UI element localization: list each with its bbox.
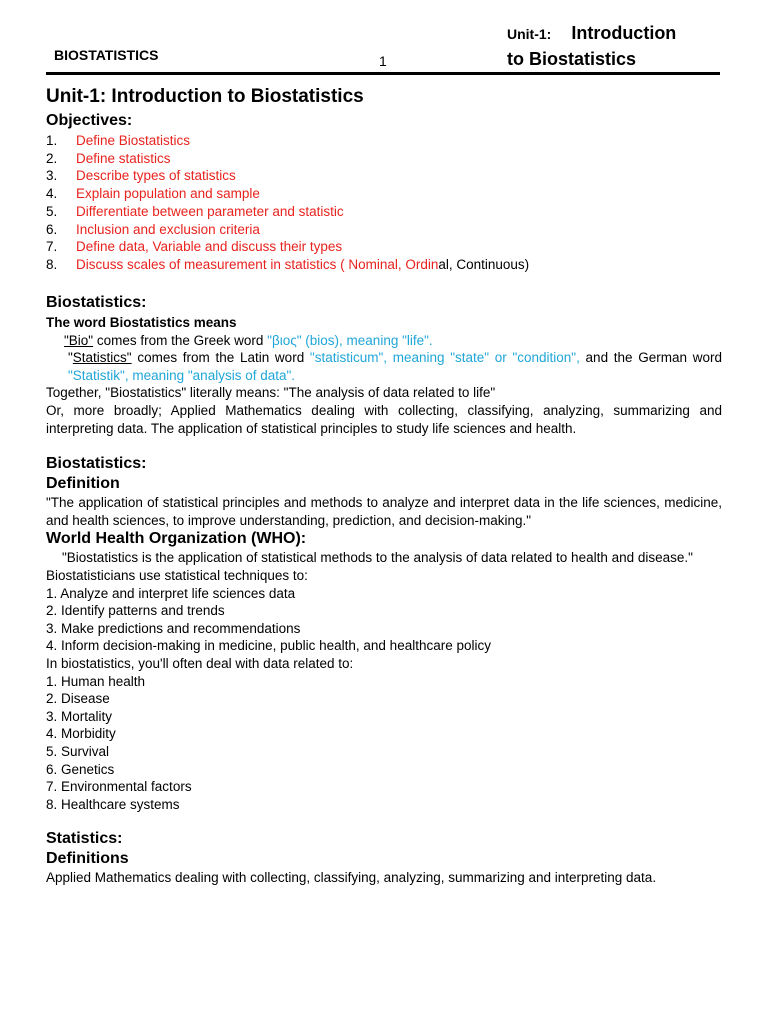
list-item: 3. Make predictions and recommendations (46, 620, 301, 636)
list-item: 8. Discuss scales of measurement in statistics ( Nominal, Ordinal, Continuous) (46, 256, 530, 272)
statistics-origin-text: "Statistics" comes from the Latin word "statisticum", meaning "state" or "condition", and the German word "Statistik", meaning "analysis of data". (68, 350, 722, 383)
statistics-heading: Statistics: (46, 830, 123, 848)
list-item: 1. Define Biostatistics (46, 133, 191, 148)
list-item: 7. Environmental factors (46, 779, 192, 795)
biostatistics-definition-text: "The application of statistical principles and methods to analyze and interpret data in the life sciences, medicine, and health sciences, to improve understanding, prediction, and decision-making." (46, 495, 722, 528)
list-item: 6. Genetics (46, 761, 115, 777)
objectives-list (46, 132, 722, 274)
header-unit-title (507, 21, 722, 72)
page-number: 1 (379, 53, 387, 69)
bio-origin-text: "Bio" comes from the Greek word "βιος" (bios), meaning "life". (64, 332, 433, 348)
objectives-heading: Objectives: (46, 112, 133, 129)
list-item: 4. Morbidity (46, 726, 116, 742)
header-unit-label: Unit-1: (507, 26, 552, 42)
list-item: 2. Define statistics (46, 150, 171, 166)
list-item: 4. Explain population and sample (46, 186, 260, 202)
who-heading: World Health Organization (WHO): (46, 530, 307, 548)
header-left-title: BIOSTATISTICS (54, 47, 159, 63)
statistics-definition-text: Applied Mathematics dealing with collecting, classifying, analyzing, summarizing and interpreting data. (46, 870, 657, 886)
who-quote: "Biostatistics is the application of statistical methods to the analysis of data related to health and disease." (62, 550, 693, 566)
page-title: Unit-1: Introduction to Biostatistics (46, 86, 364, 107)
list-item: 5. Differentiate between parameter and statistic (46, 203, 344, 219)
list-item: 3. Mortality (46, 708, 113, 724)
header-divider (46, 72, 720, 75)
definition-subheading: Definition (46, 475, 120, 493)
list-item: 2. Disease (46, 691, 110, 707)
word-meaning-subheading: The word Biostatistics means (46, 314, 237, 330)
data-intro: In biostatistics, you'll often deal with data related to: (46, 655, 354, 671)
header-unit-title-line2: to Biostatistics (507, 49, 637, 69)
techniques-intro: Biostatisticians use statistical techniques to: (46, 567, 308, 583)
broadly-text: Or, more broadly; Applied Mathematics dealing with collecting, classifying, analyzing, summarizing and interpreting data. The application of statistical principles to study life sciences and health. (46, 403, 722, 436)
header-unit-title-line1: Introduction (571, 23, 677, 43)
list-item: 5. Survival (46, 743, 110, 759)
statistics-definitions-subheading: Definitions (46, 850, 129, 868)
list-item: 7. Define data, Variable and discuss their types (46, 239, 343, 255)
list-item: 8. Healthcare systems (46, 796, 180, 812)
biostatistics-heading: Biostatistics: (46, 293, 147, 311)
list-item: 6. Inclusion and exclusion criteria (46, 221, 260, 237)
list-item: 4. Inform decision-making in medicine, public health, and healthcare policy (46, 638, 491, 654)
document-body (46, 84, 722, 887)
list-item: 1. Human health (46, 673, 146, 689)
list-item: 3. Describe types of statistics (46, 168, 236, 184)
list-item: 2. Identify patterns and trends (46, 603, 225, 619)
list-item: 1. Analyze and interpret life sciences data (46, 585, 296, 601)
together-text: Together, "Biostatistics" literally means: "The analysis of data related to life" (46, 385, 496, 401)
biostatistics-definition-heading: Biostatistics: (46, 455, 147, 473)
